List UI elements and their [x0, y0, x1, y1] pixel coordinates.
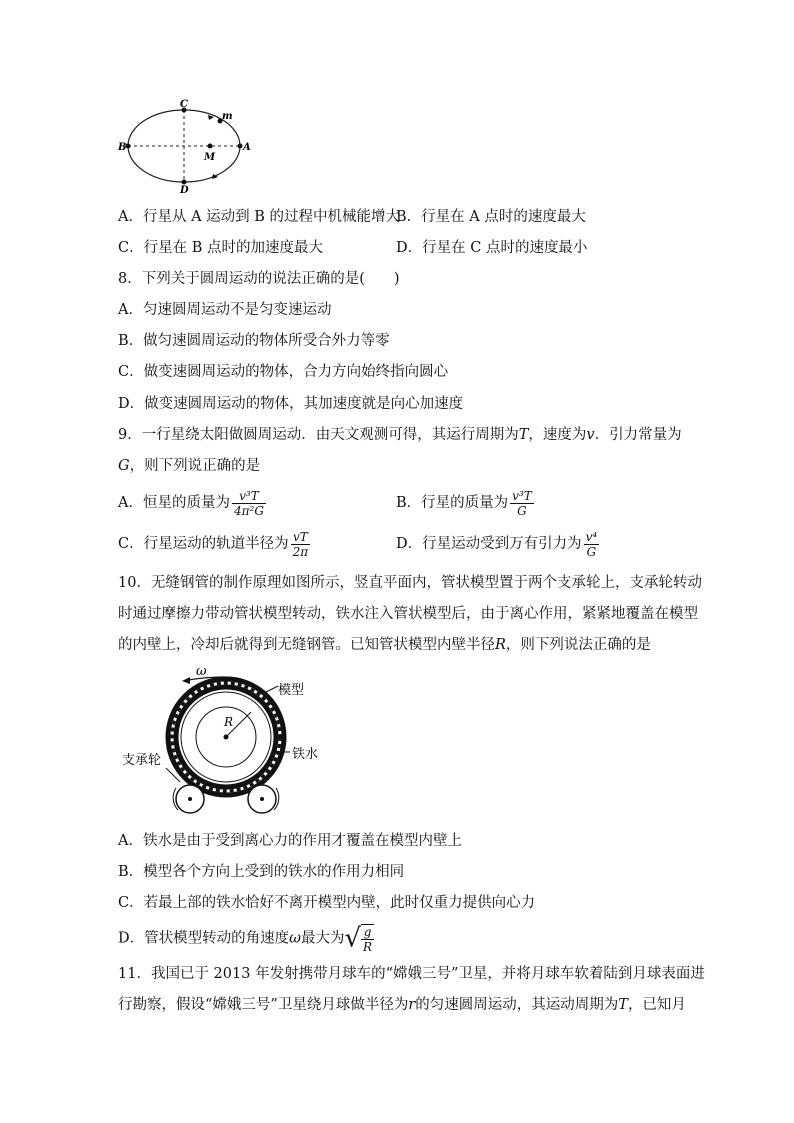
- label-b: B: [118, 142, 127, 153]
- pipe-mold-figure: [116, 664, 319, 824]
- support-wheel-left-axle: [188, 797, 192, 801]
- q10-stem-line2: 时通过摩擦力带动管状模型转动，铁水注入管状模型后，由于离心作用，紧紧地覆盖在模型: [118, 606, 698, 622]
- q9-option-d-text: D．行星运动受到万有引力为: [396, 536, 582, 552]
- q10-option-c: C．若最上部的铁水恰好不离开模型内壁，此时仅重力提供向心力: [118, 895, 536, 911]
- q9-option-a-text: A．恒星的质量为: [118, 495, 230, 511]
- point-a: [238, 144, 243, 149]
- ellipse-orbit-figure: [116, 99, 256, 196]
- q10-option-d-text: D．管状模型转动的角速度: [118, 930, 290, 947]
- q8-option-c: C．做变速圆周运动的物体，合力方向始终指向圆心: [118, 364, 449, 380]
- q9-option-b: [396, 485, 534, 521]
- q10-option-d: [118, 920, 374, 957]
- q10-option-d-num: g: [361, 925, 374, 940]
- label-a: A: [243, 142, 251, 153]
- iron-label: 铁水: [292, 747, 319, 762]
- q9-option-b-den: G: [517, 503, 527, 518]
- q11-stem-part1: 行勘察，假设“嫦娥三号”卫星绕月球做半径为: [118, 997, 409, 1013]
- radius-label: R: [224, 715, 234, 729]
- point-M: [208, 144, 213, 149]
- q9-option-b-fraction: [510, 489, 534, 518]
- q10-stem-part2: ，则下列说法正确的是: [505, 637, 651, 653]
- q10-symbol-R: R: [495, 637, 506, 653]
- q9-stem-part1: 9．一行星绕太阳做圆周运动．由天文观测可得，其运行周期为: [118, 427, 519, 443]
- q10-stem-part1: 的内壁上，冷却后就得到无缝钢管。已知管状模型内壁半径: [118, 637, 495, 653]
- q11-stem-line2: [118, 995, 686, 1015]
- q9-option-c-den: 2π: [292, 544, 309, 559]
- q9-stem-part3: ．引力常量为: [594, 427, 682, 443]
- q11-stem-part2: 的匀速圆周运动，其运动周期为: [415, 997, 619, 1013]
- q7-option-a: A．行星从 A 运动到 B 的过程中机械能增大: [118, 209, 401, 225]
- q9-option-d: [396, 526, 599, 562]
- q10-option-d-fraction: [361, 924, 374, 954]
- q9-option-c-text: C．行星运动的轨道半径为: [118, 536, 289, 552]
- omega-arrow-head: [182, 677, 190, 684]
- wheel-label: 支承轮: [122, 753, 162, 768]
- sqrt-sign: √: [344, 923, 362, 954]
- q9-option-c: [118, 526, 310, 562]
- q9-option-b-num: v³T: [512, 488, 532, 503]
- omega-label: ω: [196, 664, 207, 679]
- q9-option-d-fraction: [584, 530, 600, 559]
- model-label: 模型: [278, 683, 305, 698]
- q10-stem-line3: [118, 635, 651, 655]
- q9-stem-part2: ，速度为: [528, 427, 587, 443]
- q9-stem-line1: [118, 425, 682, 445]
- q9-option-a-den: 4π²G: [233, 503, 264, 518]
- q10-option-d-sqrt: [344, 920, 374, 957]
- support-wheel-right-axle: [260, 797, 264, 801]
- q11-symbol-T: T: [618, 997, 628, 1013]
- q9-stem-line2: [118, 456, 260, 476]
- q9-option-c-num: vT: [291, 530, 311, 545]
- q7-option-b: B．行星在 A 点时的速度最大: [396, 209, 586, 225]
- label-c: C: [180, 99, 188, 110]
- q9-option-c-fraction: [291, 530, 311, 559]
- q10-option-b: B．模型各个方向上受到的铁水的作用力相同: [118, 864, 405, 880]
- q8-option-d: D．做变速圆周运动的物体，其加速度就是向心加速度: [118, 396, 464, 412]
- q9-symbol-T: T: [518, 427, 529, 443]
- q9-option-d-num: v⁴: [585, 529, 598, 544]
- q10-stem-line1: 10．无缝钢管的制作原理如图所示，竖直平面内，管状模型置于两个支承轮上，支承轮转动: [118, 575, 702, 591]
- label-M: M: [204, 152, 216, 163]
- q11-symbol-r: r: [408, 997, 416, 1013]
- q9-symbol-v: v: [586, 427, 595, 443]
- q9-option-d-den: G: [586, 544, 597, 559]
- q8-option-a: A．匀速圆周运动不是匀变速运动: [118, 302, 332, 318]
- q9-option-a-num: v³T: [232, 489, 266, 504]
- q10-option-d-text2: 最大为: [300, 930, 345, 947]
- q10-option-a: A．铁水是由于受到离心力的作用才覆盖在模型内壁上: [118, 833, 462, 849]
- q8-option-b: B．做匀速圆周运动的物体所受合外力等零: [118, 333, 390, 349]
- q7-option-c: C．行星在 B 点时的加速度最大: [118, 240, 323, 256]
- q7-option-d: D．行星在 C 点时的速度最小: [396, 240, 588, 256]
- q9-symbol-G: G: [118, 458, 130, 474]
- q10-option-d-omega: ω: [289, 930, 301, 947]
- q9-option-a-fraction: [232, 489, 266, 518]
- q9-stem-part4: ，则下列说正确的是: [129, 458, 261, 474]
- q8-stem: 8．下列关于圆周运动的说法正确的是( ): [118, 271, 400, 287]
- label-m: m: [222, 111, 233, 122]
- q10-option-d-den: R: [363, 939, 373, 954]
- label-d: D: [180, 185, 189, 196]
- q9-option-a: [118, 485, 266, 521]
- point-d: [182, 180, 187, 185]
- q9-option-b-text: B．行星的质量为: [396, 495, 509, 511]
- q11-stem-line1: 11．我国已于 2013 年发射携带月球车的“嫦娥三号”卫星，并将月球车软着陆到月球表面进: [118, 966, 705, 982]
- model-leader: [266, 686, 278, 692]
- q11-stem-part3: ，已知月: [627, 997, 686, 1013]
